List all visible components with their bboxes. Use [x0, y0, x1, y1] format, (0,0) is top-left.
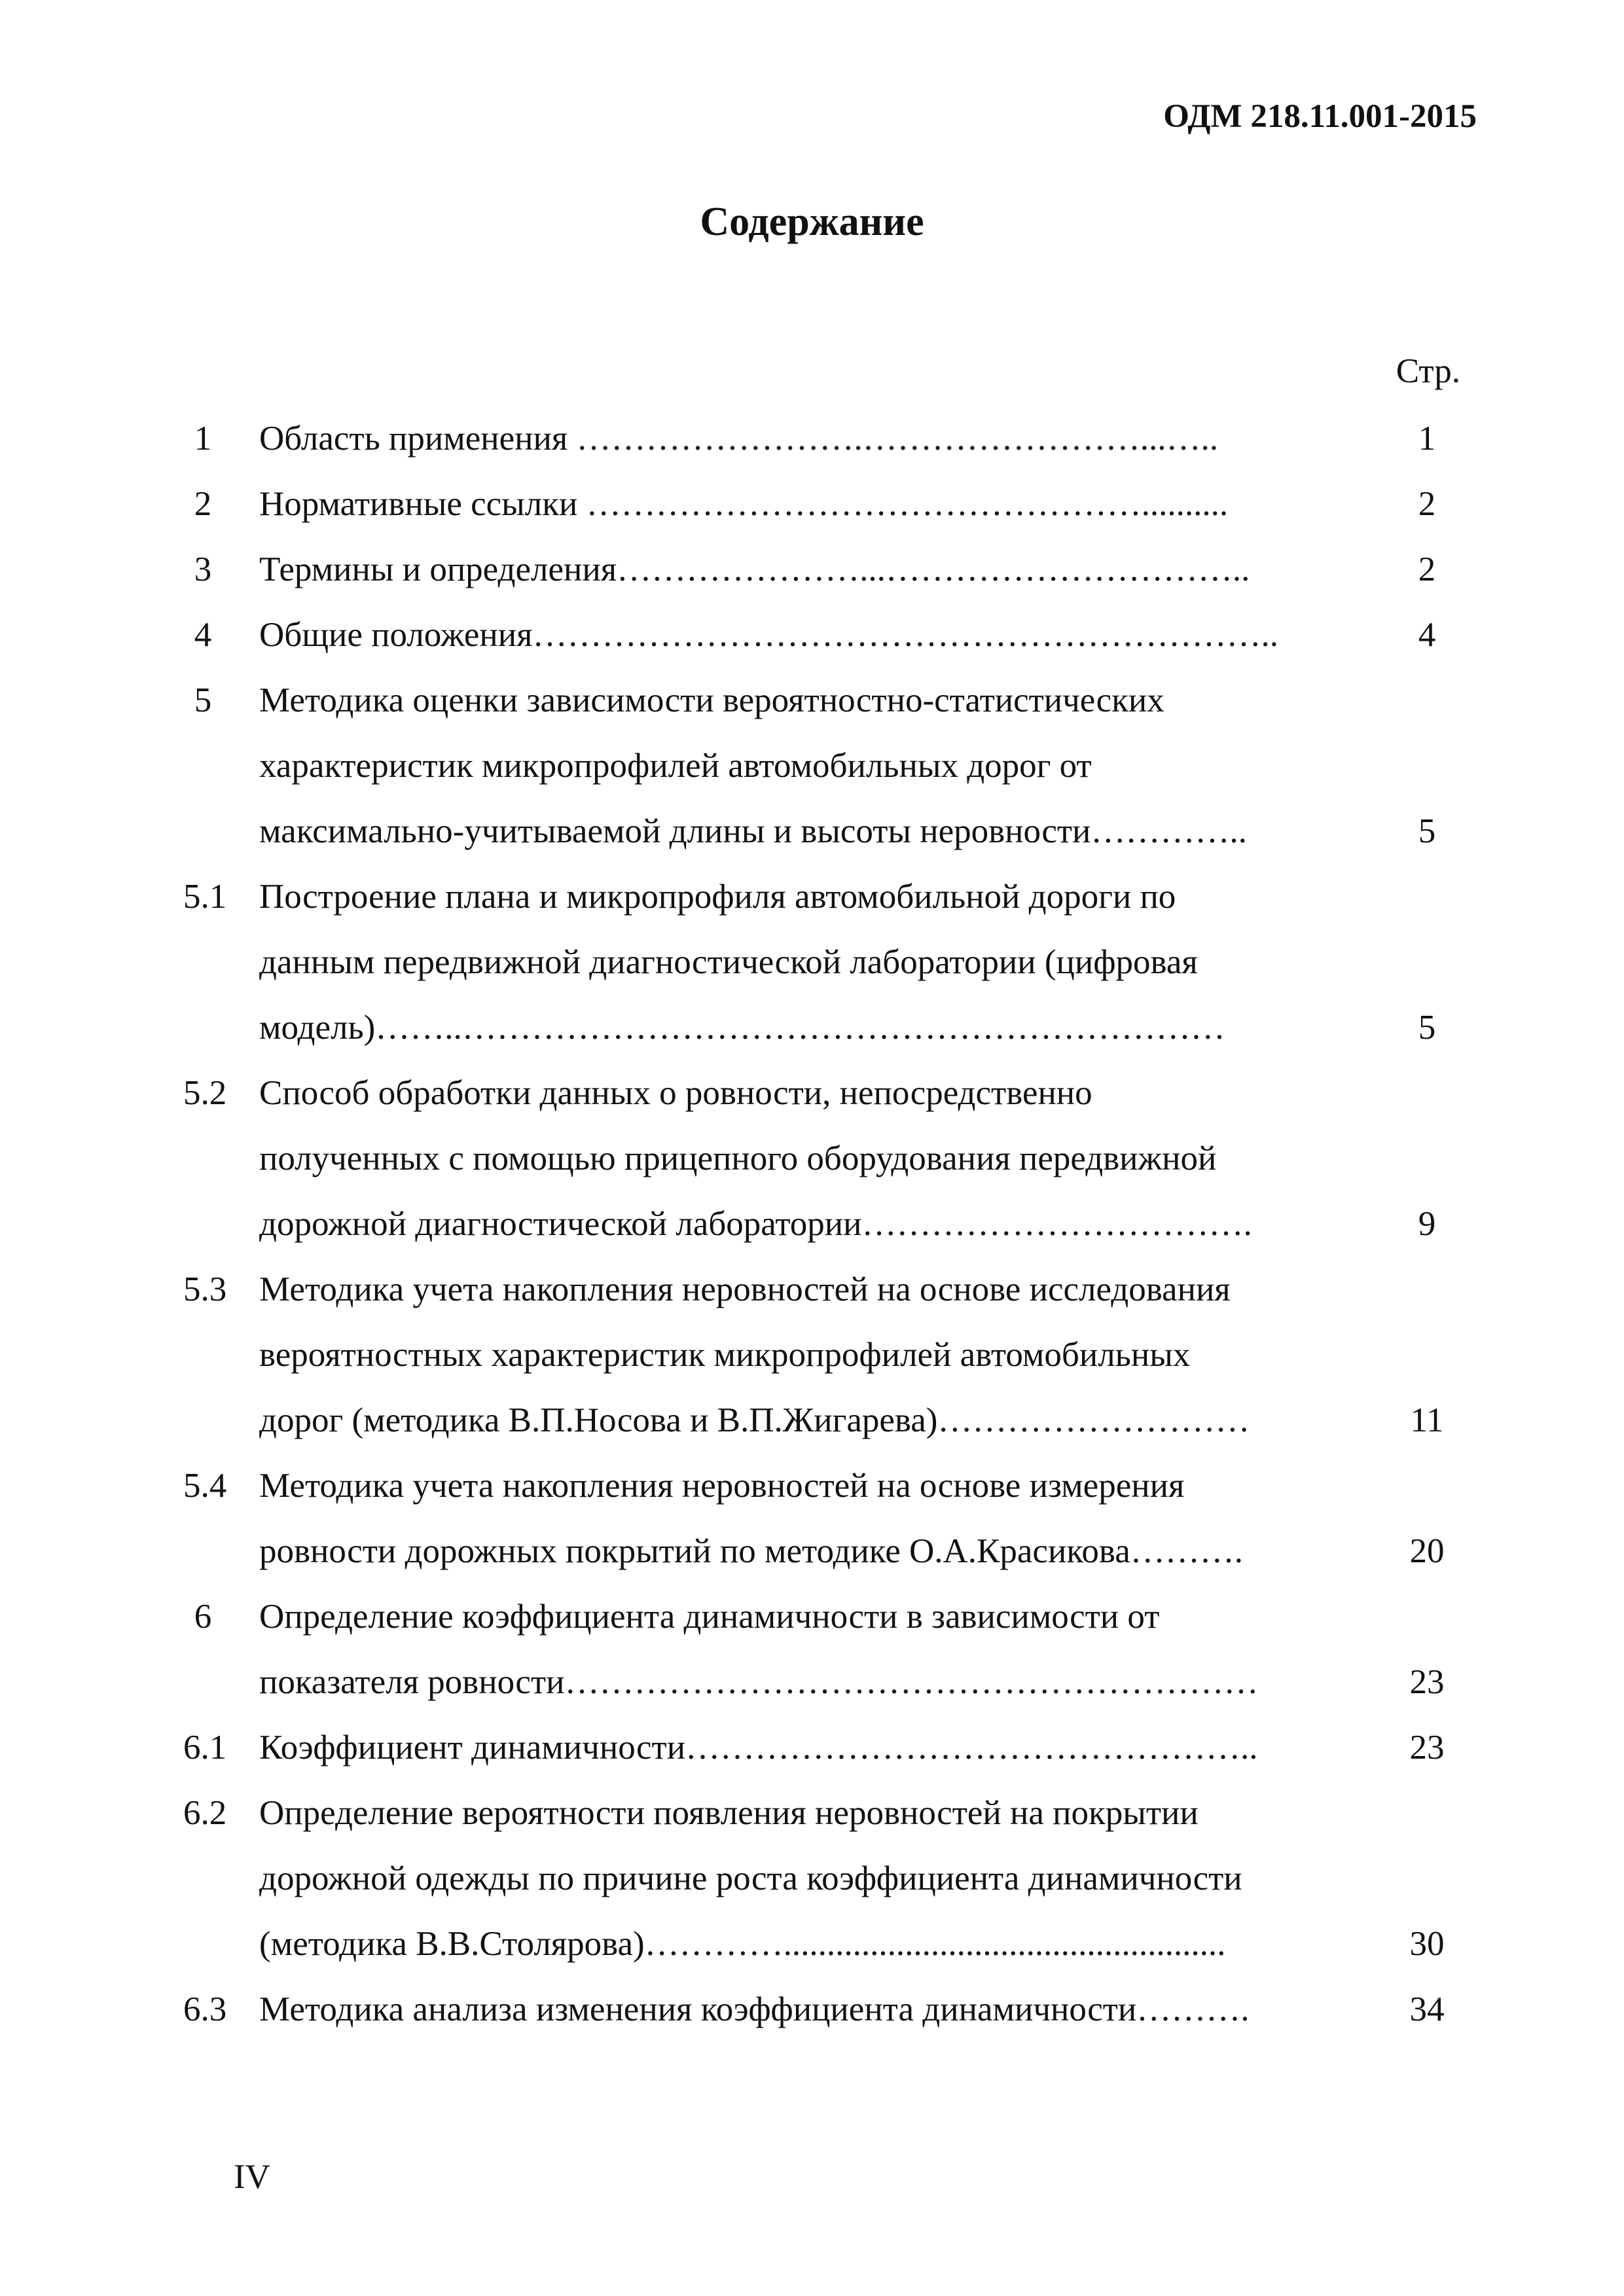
toc-entry-page: 23 [1409, 1729, 1445, 1767]
toc-entry-title-line: дорожной диагностической лаборатории……………………………. [259, 1205, 1252, 1243]
toc-entry-number: 1 [194, 420, 212, 457]
toc-entry [0, 864, 1624, 1060]
toc-entry-title-line: Способ обработки данных о ровности, непосредственно [259, 1074, 1092, 1112]
toc-entry-title-line: Коэффициент динамичности………………………………………….. [259, 1729, 1258, 1767]
toc-entry-title [259, 1715, 1365, 1780]
toc-entry-page: 4 [1418, 616, 1436, 654]
toc-entry-number: 5.3 [183, 1270, 227, 1308]
toc-entry-title-line: Термины и определения…………………...………………………….. [259, 550, 1250, 588]
toc-entry-page: 9 [1418, 1205, 1436, 1243]
toc-entry-page: 30 [1409, 1925, 1445, 1963]
toc-entry [0, 1584, 1624, 1715]
toc-entry-title [259, 537, 1365, 602]
toc-entry-number: 6.2 [183, 1794, 227, 1832]
toc-entry-title-line: Построение плана и микропрофиля автомобильной дороги по [259, 878, 1176, 916]
toc-entry-page: 1 [1418, 420, 1436, 457]
toc-entry-number: 5.4 [183, 1467, 227, 1505]
toc-entry-title-line: Методика учета накопления неровностей на основе исследования [259, 1270, 1231, 1308]
toc-entry [0, 668, 1624, 864]
toc-entry-number: 6 [194, 1598, 212, 1636]
toc-entry-title [259, 864, 1365, 1060]
toc-entry-title [259, 602, 1365, 668]
toc-entry-page: 34 [1409, 1990, 1445, 2028]
toc-entry-number: 5.2 [183, 1074, 227, 1112]
toc-entry-title-line: Нормативные ссылки ………………………………………….......... [259, 485, 1229, 523]
toc-entry-title-line: Общие положения……………………………………………………….. [259, 616, 1279, 654]
toc-entry-title [259, 1780, 1365, 1977]
toc-entry-number: 5 [194, 681, 212, 719]
toc-entry [0, 537, 1624, 602]
toc-entry-title-line: дорог (методика В.П.Носова и В.П.Жигарева)……………………… [259, 1401, 1250, 1439]
page-column-label: Стр. [1396, 352, 1460, 390]
toc-entry-number: 5.1 [183, 878, 227, 916]
toc-entry-title-line: показателя ровности…………………………………………………… [259, 1663, 1259, 1701]
toc-entry [0, 1060, 1624, 1257]
toc-entry-number: 3 [194, 550, 212, 588]
toc-entry-page: 20 [1409, 1532, 1445, 1570]
toc-entry-title-line: Методика учета накопления неровностей на основе измерения [259, 1467, 1185, 1505]
toc-entry-title-line: Методика анализа изменения коэффициента динамичности………. [259, 1990, 1250, 2028]
toc-entry-page: 5 [1418, 1009, 1436, 1047]
toc-entry-title [259, 1453, 1365, 1584]
toc-entry [0, 406, 1624, 471]
document-code: ОДМ 218.11.001-2015 [1163, 98, 1477, 135]
toc-entry-number: 6.1 [183, 1729, 227, 1767]
toc-entry-title [259, 406, 1365, 471]
toc-entry-title-line: характеристик микропрофилей автомобильных дорог от [259, 747, 1092, 785]
toc-entry [0, 1977, 1624, 2042]
toc-entry-title [259, 471, 1365, 537]
page-title: Содержание [700, 200, 924, 244]
toc-entry [0, 602, 1624, 668]
toc-entry-page: 2 [1418, 485, 1436, 523]
toc-entry-title-line: модель)……..………………………………………………………… [259, 1009, 1225, 1047]
toc-entry-page: 23 [1409, 1663, 1445, 1701]
toc-entry-title-line: Область применения …………………….……………………...….. [259, 420, 1219, 457]
toc-entry-number: 6.3 [183, 1990, 227, 2028]
toc-entry-title-line: (методика В.В.Столярова)…………................................................... [259, 1925, 1226, 1963]
toc-entry-title [259, 1584, 1365, 1715]
toc-entry [0, 1257, 1624, 1453]
toc-entry-page: 2 [1418, 550, 1436, 588]
page-number: IV [234, 2158, 270, 2196]
toc-entry-page: 11 [1410, 1401, 1444, 1439]
toc-entry [0, 1715, 1624, 1780]
toc-entry-title-line: Методика оценки зависимости вероятностно-статистических [259, 681, 1164, 719]
toc-entry-title-line: данным передвижной диагностической лаборатории (цифровая [259, 943, 1198, 981]
toc-entry [0, 1780, 1624, 1977]
toc-entry-number: 2 [194, 485, 212, 523]
toc-entry-title-line: вероятностных характеристик микропрофилей автомобильных [259, 1336, 1191, 1374]
toc-entry-title-line: максимально-учитываемой длины и высоты неровности………….. [259, 812, 1247, 850]
toc-entry-title [259, 668, 1365, 864]
toc-entry-number: 4 [194, 616, 212, 654]
toc-entry-title-line: Определение коэффициента динамичности в зависимости от [259, 1598, 1160, 1636]
toc-entry-title-line: дорожной одежды по причине роста коэффициента динамичности [259, 1859, 1242, 1897]
toc-entry-title-line: Определение вероятности появления неровностей на покрытии [259, 1794, 1199, 1832]
toc-entry-title [259, 1257, 1365, 1453]
toc-entry [0, 471, 1624, 537]
toc-entry-title-line: ровности дорожных покрытий по методике О.А.Красикова………. [259, 1532, 1243, 1570]
toc-entry-title [259, 1977, 1365, 2042]
toc-entry-page: 5 [1418, 812, 1436, 850]
toc-entry-title [259, 1060, 1365, 1257]
toc-entry [0, 1453, 1624, 1584]
toc-entry-title-line: полученных с помощью прицепного оборудования передвижной [259, 1139, 1217, 1177]
